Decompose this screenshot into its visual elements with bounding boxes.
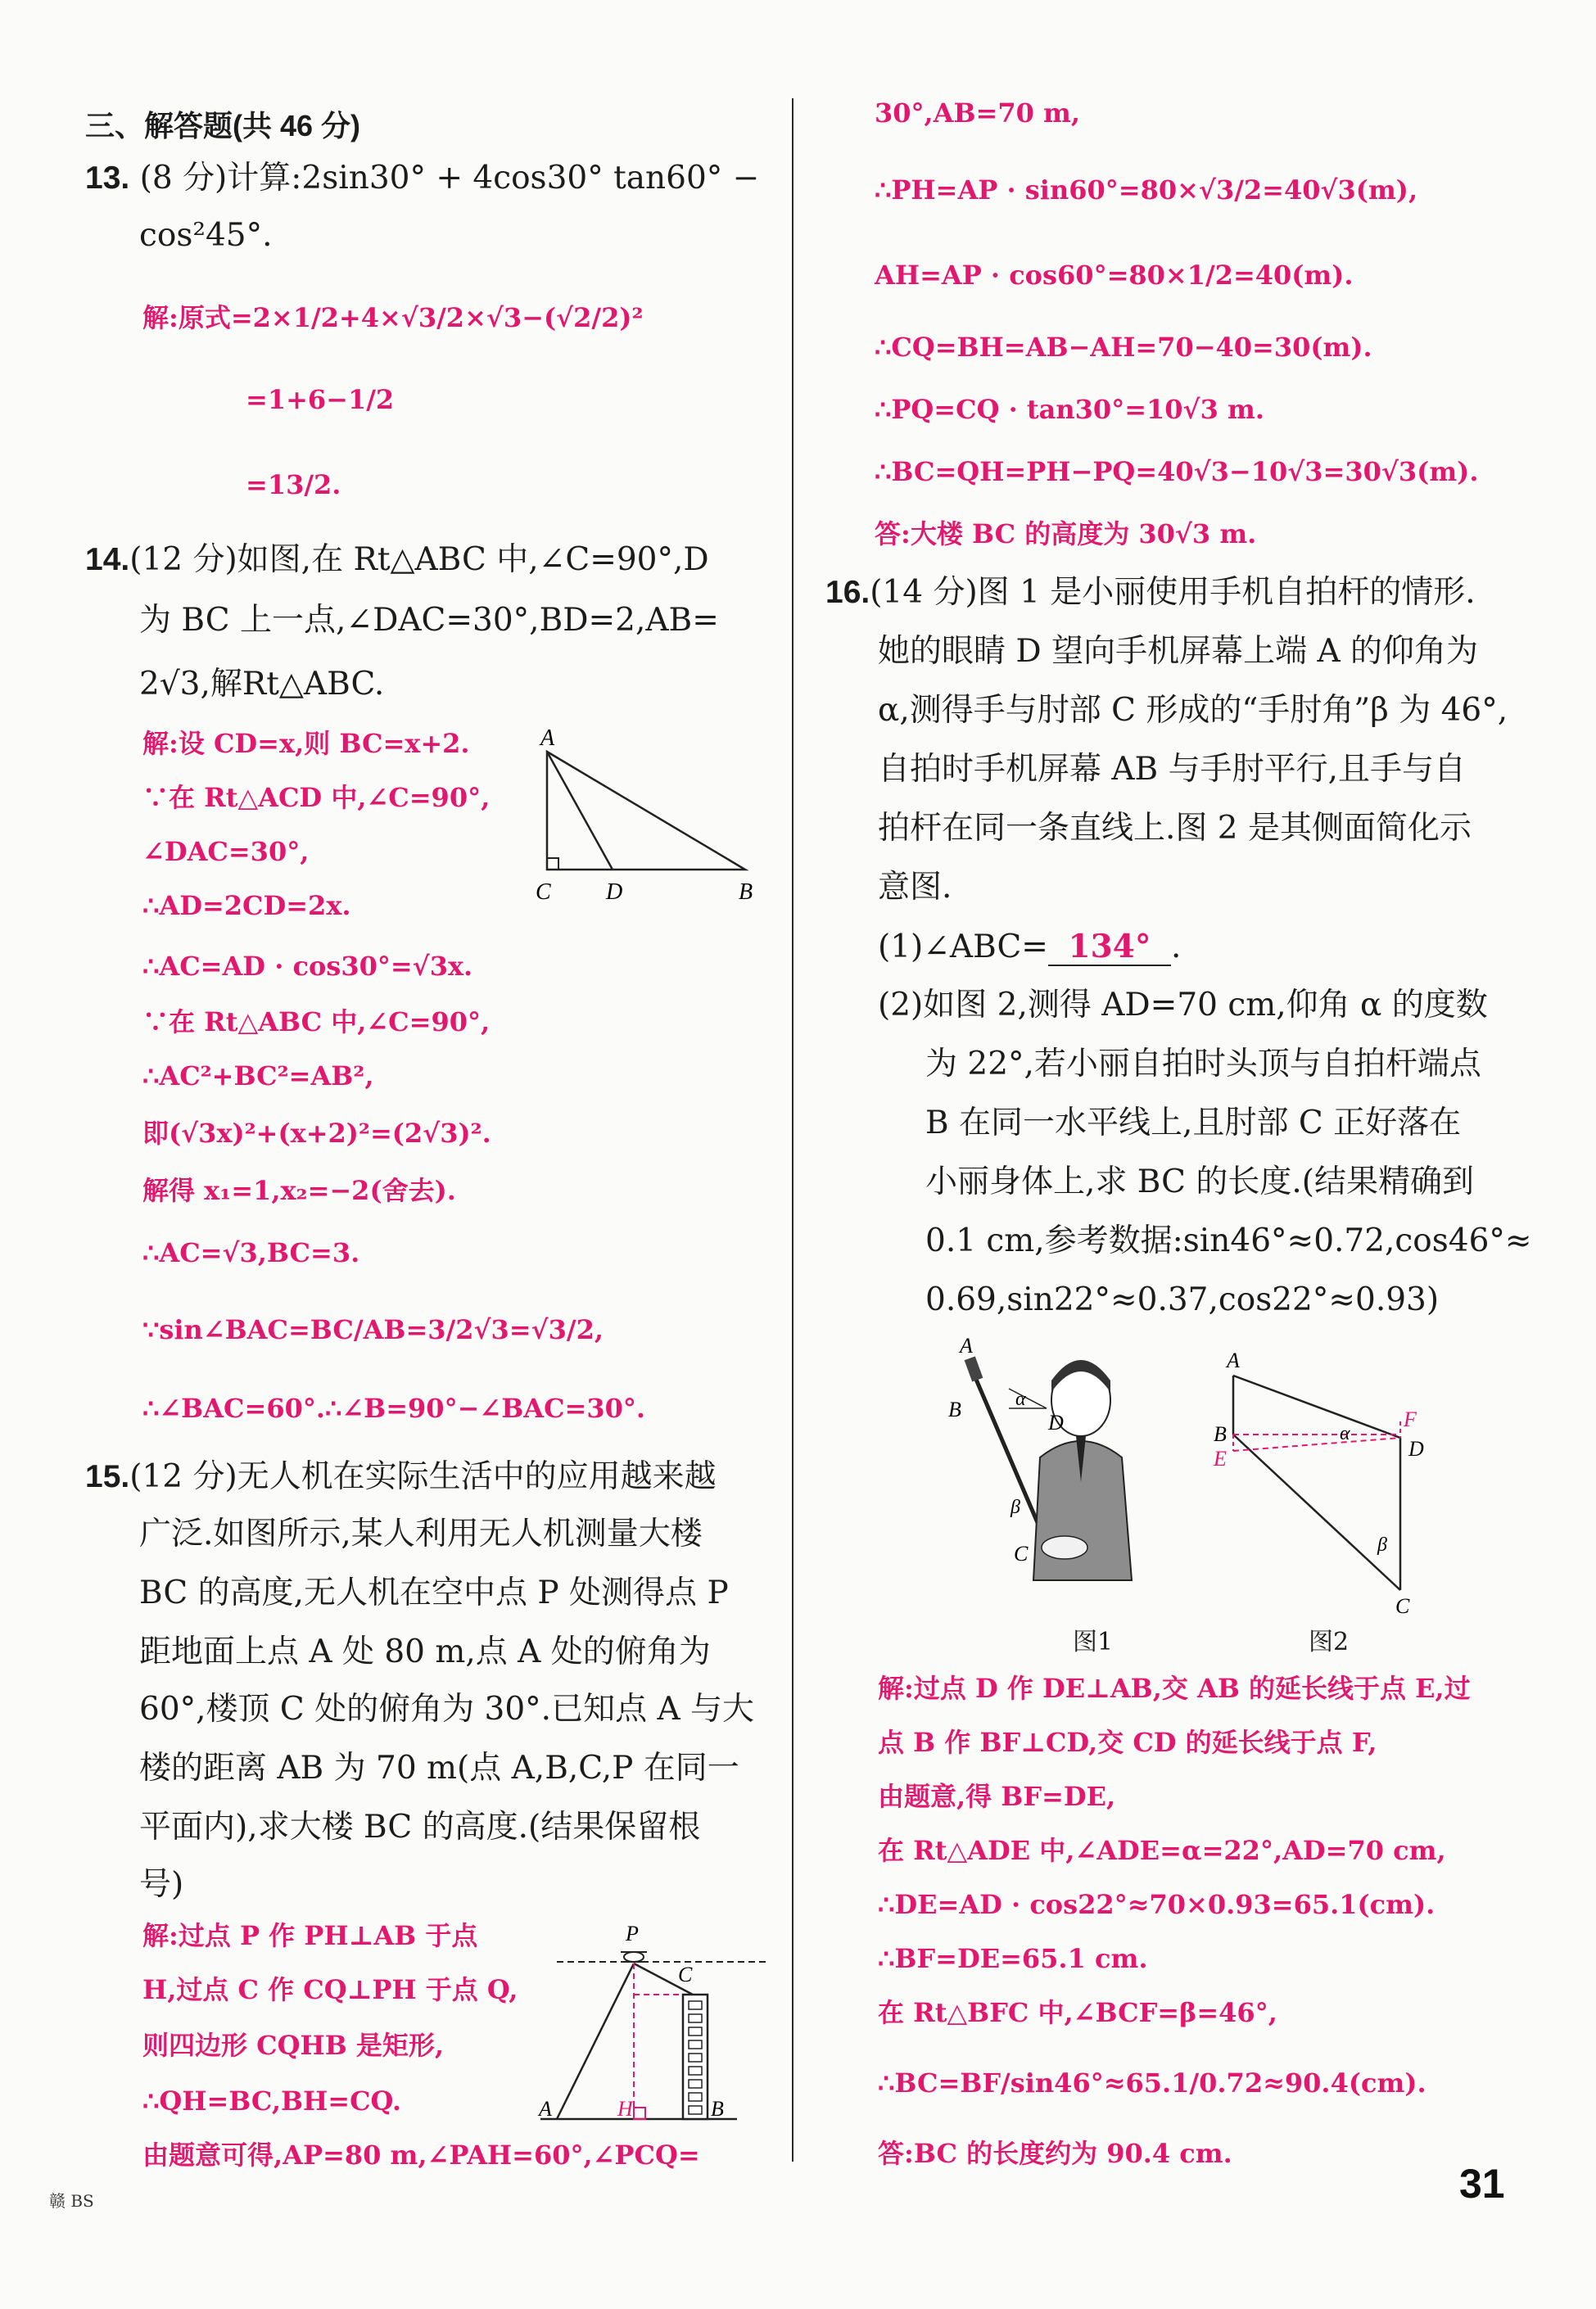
q16-line6: 意图.: [878, 869, 952, 906]
q16-part2-line4: 小丽身体上,求 BC 的长度.(结果精确到: [925, 1164, 1475, 1200]
q15-line5: 60°,楼顶 C 处的俯角为 30°.已知点 A 与大: [139, 1691, 755, 1728]
q14-label-a: A: [540, 725, 555, 751]
q15-number: 15.: [85, 1459, 130, 1494]
q13-sol-2: =1+6−1/2: [246, 384, 395, 415]
fig2-segment-de: [1233, 1438, 1400, 1451]
section-title: 三、解答题(共 46 分): [85, 109, 361, 142]
q14-segment-ad: [547, 752, 613, 870]
q16-sol-1: 解:过点 D 作 DE⊥AB,交 AB 的延长线于点 E,过: [878, 1673, 1471, 1704]
q16-figure1: [942, 1335, 1171, 1597]
q15-sol-5: 由题意可得,AP=80 m,∠PAH=60°,∠PCQ=: [142, 2140, 700, 2171]
q15-sol-9: ∴CQ=BH=AB−AH=70−40=30(m).: [875, 332, 1372, 363]
q16-text-1: (14 分)图 1 是小丽使用手机自拍杆的情形.: [870, 574, 1476, 611]
fig2-label-f: F: [1404, 1408, 1417, 1431]
q15-sol-8: AH=AP · cos60°=80×1/2=40(m).: [875, 260, 1354, 291]
column-divider: [792, 98, 793, 2162]
q15-line4: 距地面上点 A 处 80 m,点 A 处的俯角为: [139, 1633, 711, 1670]
q16-sol-8: ∴BC=BF/sin46°≈65.1/0.72≈90.4(cm).: [878, 2067, 1426, 2099]
fig2-label-a: A: [1227, 1349, 1240, 1372]
q16-part2-line5: 0.1 cm,参考数据:sin46°≈0.72,cos46°≈: [925, 1222, 1532, 1259]
q15-line1: [85, 1459, 717, 1495]
q16-figure2: [1204, 1343, 1449, 1618]
q15-sol-3: 则四边形 CQHB 是矩形,: [142, 2030, 445, 2061]
q15-drone-figure: [532, 1916, 778, 2129]
fig2-label-d: D: [1408, 1437, 1424, 1461]
q14-sol-10: ∴AC=√3,BC=3.: [142, 1237, 360, 1268]
q15-line6: 楼的距离 AB 为 70 m(点 A,B,C,P 在同一: [139, 1750, 739, 1787]
fig1-caption: 图1: [1073, 1628, 1114, 1656]
q14-sol-3: ∠DAC=30°,: [142, 836, 310, 867]
q16-sol-2: 点 B 作 BF⊥CD,交 CD 的延长线于点 F,: [878, 1727, 1377, 1758]
fig1-label-a: A: [960, 1334, 973, 1358]
q15-segment-ap: [557, 1963, 634, 2119]
q14-number: 14.: [85, 542, 130, 577]
q14-right-angle-mark: [547, 858, 558, 870]
fig2-label-alpha: α: [1340, 1423, 1350, 1444]
fig2-segment-ad: [1233, 1376, 1400, 1438]
q14-label-b: B: [739, 879, 753, 905]
q15-right-angle-h: [634, 2108, 645, 2119]
q15-label-c: C: [678, 1963, 693, 1986]
q15-building: [683, 1995, 708, 2119]
q13-line2: cos²45°.: [139, 217, 273, 254]
q16-sol-5: ∴DE=AD · cos22°≈70×0.93=65.1(cm).: [878, 1889, 1435, 1920]
q15-line8: 号): [139, 1866, 184, 1903]
q15-line2: 广泛.如图所示,某人利用无人机测量大楼: [139, 1516, 703, 1552]
q15-sol-10: ∴PQ=CQ · tan30°=10√3 m.: [875, 394, 1264, 425]
q14-sol-9: 解得 x₁=1,x₂=−2(舍去).: [142, 1175, 456, 1206]
q16-sol-3: 由题意,得 BF=DE,: [878, 1781, 1116, 1812]
fig2-caption: 图2: [1309, 1628, 1350, 1656]
fig2-segment-bc: [1233, 1435, 1400, 1590]
q13-text: (8 分)计算:2sin30° + 4cos30° tan60° −: [139, 160, 760, 197]
fig1-label-alpha: α: [1015, 1389, 1026, 1410]
q15-text-1: (12 分)无人机在实际生活中的应用越来越: [129, 1458, 717, 1495]
drone-icon: [621, 1952, 647, 1962]
q16-part1-prefix: (1)∠ABC=: [878, 929, 1048, 965]
q14-triangle-abc: [547, 752, 745, 870]
q15-line7: 平面内),求大楼 BC 的高度.(结果保留根: [139, 1809, 701, 1846]
q14-text-1: (12 分)如图,在 Rt△ABC 中,∠C=90°,D: [129, 541, 709, 578]
q14-sol-8: 即(√3x)²+(x+2)²=(2√3)².: [142, 1118, 491, 1149]
q16-line2: 她的眼睛 D 望向手机屏幕上端 A 的仰角为: [878, 633, 1479, 670]
fig2-label-e: E: [1214, 1447, 1227, 1471]
q13-sol-1: 解:原式=2×1/2+4×√3/2×√3−(√2/2)²: [142, 302, 644, 333]
q14-sol-5: ∴AC=AD · cos30°=√3x.: [142, 951, 473, 982]
q16-part1-suffix: .: [1171, 929, 1182, 965]
q14-label-c: C: [536, 879, 551, 905]
q14-sol-2: ∵在 Rt△ACD 中,∠C=90°,: [142, 782, 491, 813]
q16-number: 16.: [825, 575, 870, 610]
fig1-label-d: D: [1048, 1411, 1064, 1435]
q14-sol-11: ∵sin∠BAC=BC/AB=3/2√3=√3/2,: [142, 1314, 604, 1345]
phone-icon: [965, 1356, 983, 1381]
q16-line5: 拍杆在同一条直线上.图 2 是其侧面简化示: [878, 810, 1472, 847]
footer-edition: 赣 BS: [49, 2191, 94, 2211]
q16-part2-line6: 0.69,sin22°≈0.37,cos22°≈0.93): [925, 1281, 1440, 1318]
q16-sol-9: 答:BC 的长度约为 90.4 cm.: [878, 2138, 1232, 2169]
q15-sol-6: 30°,AB=70 m,: [875, 97, 1081, 129]
fig1-eye-line: [1009, 1389, 1047, 1408]
q16-line3: α,测得手与肘部 C 形成的“手肘角”β 为 46°,: [878, 692, 1508, 729]
q16-part1-answer: 134°: [1048, 929, 1171, 966]
q13-sol-3: =13/2.: [246, 469, 341, 500]
fig1-label-c: C: [1014, 1542, 1029, 1566]
q15-sol-4: ∴QH=BC,BH=CQ.: [142, 2085, 401, 2117]
q16-part2-line2: 为 22°,若小丽自拍时头顶与自拍杆端点: [925, 1046, 1481, 1082]
q14-triangle-figure: [524, 721, 770, 909]
q16-sol-7: 在 Rt△BFC 中,∠BCF=β=46°,: [878, 1997, 1277, 2028]
q13-number: 13.: [85, 160, 130, 196]
q15-line3: BC 的高度,无人机在空中点 P 处测得点 P: [139, 1575, 729, 1611]
q14-sol-6: ∵在 Rt△ABC 中,∠C=90°,: [142, 1006, 491, 1037]
q14-sol-7: ∴AC²+BC²=AB²,: [142, 1060, 374, 1091]
q15-label-h: H: [617, 2097, 633, 2121]
q16-line1: [825, 575, 1476, 611]
page-number: 31: [1459, 2161, 1505, 2207]
q16-sol-6: ∴BF=DE=65.1 cm.: [878, 1943, 1148, 1974]
fig2-label-b: B: [1214, 1422, 1227, 1446]
q15-sol-7: ∴PH=AP · sin60°=80×√3/2=40√3(m),: [875, 174, 1418, 206]
q16-line4: 自拍时手机屏幕 AB 与手肘平行,且手与自: [878, 751, 1467, 788]
q16-part1: [878, 929, 1181, 966]
q15-sol-1: 解:过点 P 作 PH⊥AB 于点: [142, 1920, 478, 1951]
q14-sol-12: ∴∠BAC=60°.∴∠B=90°−∠BAC=30°.: [142, 1393, 646, 1424]
q15-sol-11: ∴BC=QH=PH−PQ=40√3−10√3=30√3(m).: [875, 456, 1479, 487]
q15-label-p: P: [626, 1922, 639, 1945]
q14-label-d: D: [606, 879, 623, 905]
q16-part2-line1: (2)如图 2,测得 AD=70 cm,仰角 α 的度数: [878, 987, 1488, 1023]
fig2-label-beta: β: [1377, 1534, 1387, 1556]
fig1-label-b: B: [948, 1398, 961, 1421]
q16-part2-line3: B 在同一水平线上,且肘部 C 正好落在: [925, 1105, 1462, 1141]
q14-line3: 2√3,解Rt△ABC.: [139, 666, 385, 703]
q15-sol-12: 答:大楼 BC 的高度为 30√3 m.: [875, 518, 1257, 549]
q16-sol-4: 在 Rt△ADE 中,∠ADE=α=22°,AD=70 cm,: [878, 1835, 1446, 1866]
q15-label-b: B: [711, 2097, 724, 2121]
q14-line2: 为 BC 上一点,∠DAC=30°,BD=2,AB=: [139, 602, 719, 639]
q14-sol-4: ∴AD=2CD=2x.: [142, 890, 351, 921]
q15-label-a: A: [539, 2097, 552, 2121]
q14-sol-1: 解:设 CD=x,则 BC=x+2.: [142, 728, 470, 759]
fig1-label-beta: β: [1010, 1497, 1020, 1518]
person-illustration: [1033, 1360, 1132, 1580]
q13-line1: [85, 160, 759, 197]
q15-sol-2: H,过点 C 作 CQ⊥PH 于点 Q,: [142, 1974, 518, 2005]
fig2-label-c: C: [1395, 1594, 1410, 1618]
q14-line1: [85, 542, 709, 578]
